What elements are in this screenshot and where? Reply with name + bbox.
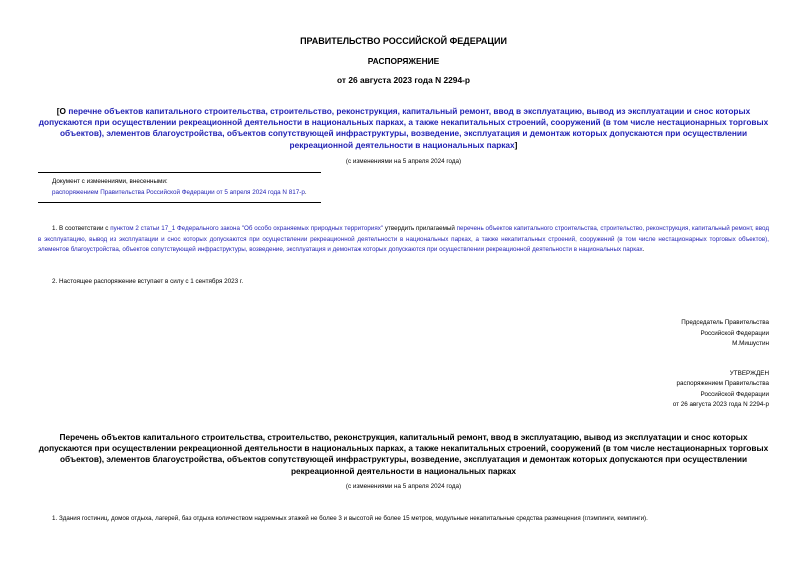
para1-tail: . xyxy=(642,246,645,254)
approved-line-1: УТВЕРЖДЕН xyxy=(729,370,769,377)
list-title: Перечень объектов капитального строительства, строительство, реконструкция, капитальный ремонт, ввод в эксплуатацию, вывод из эксплуатации и снос которых допускаются при осуществлении рекреационной деятельности в национальных парках, а также некапитальных строений, сооружений (в том числе нестационарных торговых объектов), элементов благоустройства, объектов сопутствующей инфраструктуры, возведение, эксплуатация и демонтаж которых допускаются при осуществлении рекреационной деятельности в национальных парках xyxy=(38,432,769,476)
doc-changes-block xyxy=(52,177,342,198)
top-divider xyxy=(38,172,321,173)
signature-block xyxy=(569,318,769,350)
para1-prefix: 1. В соответствии с xyxy=(52,225,111,232)
doc-type-heading: РАСПОРЯЖЕНИЕ xyxy=(367,56,440,66)
paragraph-1 xyxy=(38,224,769,256)
doc-changes-label: Документ с изменениями, внесенными: xyxy=(52,178,168,185)
title-open-bracket: [О xyxy=(56,106,69,116)
bottom-divider xyxy=(38,202,321,203)
document-title xyxy=(38,106,769,151)
approved-line-3: Российской Федерации xyxy=(700,390,769,398)
approved-line-4: от 26 августа 2023 года N 2294-р xyxy=(672,400,769,408)
doc-changes-link[interactable]: распоряжением Правительства Российской Федерации от 5 апреля 2024 года N 817-р xyxy=(52,188,305,196)
list-item-1: 1. Здания гостиниц, домов отдыха, лагерей, баз отдыха количеством надземных этажей не более 3 и высотой не более 15 метров, модульные некапитальные средства размещения (глэмпинги, кемпинги). xyxy=(52,515,648,522)
approved-line-2: распоряжением Правительства xyxy=(676,380,769,388)
title-link[interactable]: перечне объектов капитального строительства, строительство, реконструкция, капитальный ремонт, ввод в эксплуатацию, вывод из эксплуатации и снос которых допускаются при осуществлении рекреационной деятельности в национальных парках, а также некапитальных строений, сооружений (в том числе нестационарных торговых объектов), элементов благоустройства, объектов сопутствующей инфраструктуры, возведение, эксплуатация и демонтаж которых допускаются при осуществлении рекреационной деятельности в национальных парках xyxy=(38,106,769,150)
title-close-bracket: ] xyxy=(514,139,518,150)
signature-line-2: Российской Федерации xyxy=(700,329,769,337)
signature-line-3: М.Мишустин xyxy=(732,340,769,347)
list-link[interactable]: перечень объектов капитального строительства, строительство, реконструкция, капитальный ремонт, ввод в эксплуатацию, вывод из эксплуатации и снос которых допускаются при осуществлении рекреационной деятельности в национальных парках, а также некапитальных строений, сооружений (в том числе нестационарных торговых объектов), элементов благоустройства, объектов сопутствующей инфраструктуры, возведение, эксплуатация и демонтаж которых допускаются при осуществлении рекреационной деятельности в национальных парках xyxy=(38,225,769,254)
federal-law-link[interactable]: пунктом 2 статьи 17_1 Федерального закона "Об особо охраняемых природных территориях" xyxy=(110,225,384,232)
date-number-heading: от 26 августа 2023 года N 2294-р xyxy=(336,75,471,85)
approved-block xyxy=(569,369,769,410)
list-changes-note: (с изменениями на 5 апреля 2024 года) xyxy=(345,483,462,490)
doc-changes-line xyxy=(52,188,342,199)
government-heading: ПРАВИТЕЛЬСТВО РОССИЙСКОЙ ФЕДЕРАЦИИ xyxy=(300,36,507,46)
changes-note: (с изменениями на 5 апреля 2024 года) xyxy=(345,158,462,165)
paragraph-2: 2. Настоящее распоряжение вступает в силу с 1 сентября 2023 г. xyxy=(52,278,244,285)
doc-changes-tail: . xyxy=(304,188,307,196)
para1-mid: утвердить прилагаемый xyxy=(383,225,457,232)
signature-line-1: Председатель Правительства xyxy=(681,319,769,326)
